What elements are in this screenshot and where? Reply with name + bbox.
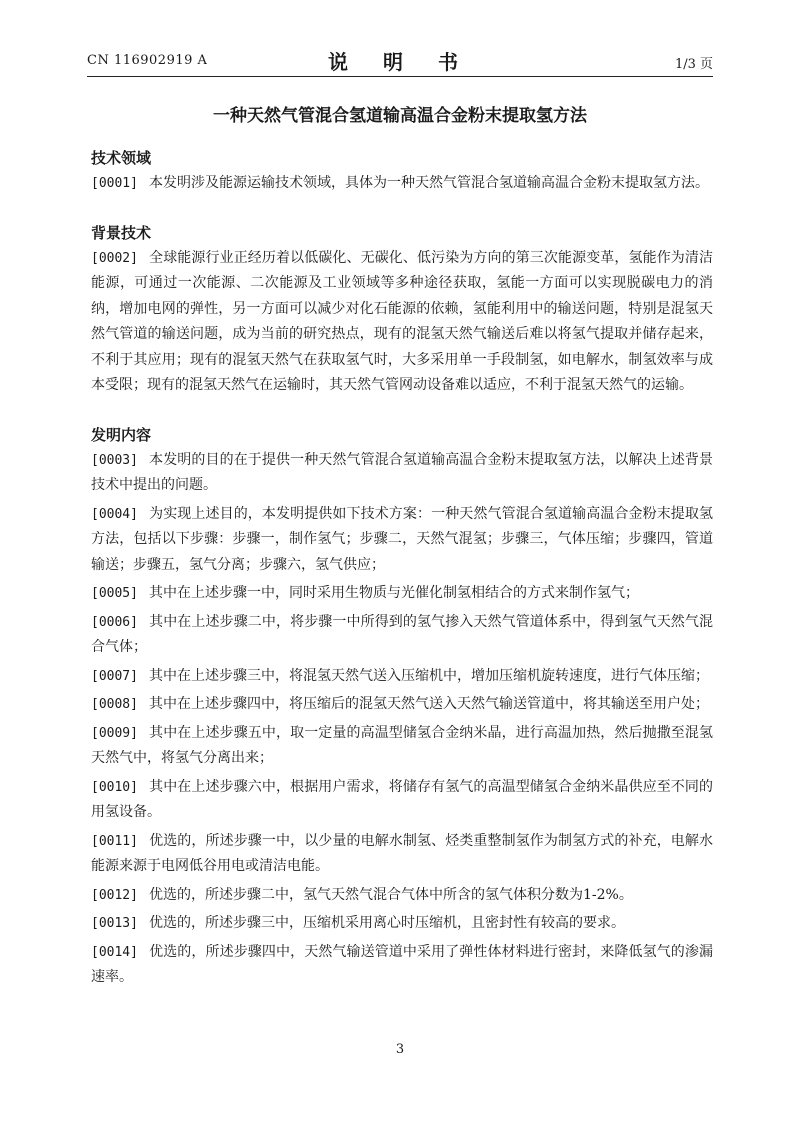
section-technical-field bbox=[91, 147, 713, 197]
paragraph bbox=[91, 581, 713, 607]
paragraph-text: 优选的，所述步骤一中，以少量的电解水制氢、烃类重整制氢作为制氢方式的补充，电解水能源来源于电网低谷用电或清洁电能。 bbox=[91, 832, 713, 874]
paragraph-number: [0002] bbox=[91, 250, 138, 266]
paragraph-number: [0013] bbox=[91, 916, 138, 931]
paragraph-text: 优选的，所述步骤四中，天然气输送管道中采用了弹性体材料进行密封，来降低氢气的渗漏速率。 bbox=[91, 943, 713, 985]
paragraph-text: 本发明涉及能源运输技术领域，具体为一种天然气管混合氢道输高温合金粉末提取氢方法。 bbox=[149, 175, 709, 191]
paragraph bbox=[91, 883, 713, 909]
section-label: 说 明 书 bbox=[328, 50, 472, 74]
paragraph bbox=[91, 829, 713, 880]
paragraph-number: [0008] bbox=[91, 697, 138, 712]
section-heading: 技术领域 bbox=[91, 149, 152, 167]
document-title: 一种天然气管混合氢道输高温合金粉末提取氢方法 bbox=[213, 106, 587, 126]
paragraph-text: 其中在上述步骤三中，将混氢天然气送入压缩机中，增加压缩机旋转速度，进行气体压缩； bbox=[149, 667, 709, 684]
section-invention-content bbox=[91, 424, 713, 991]
paragraph-text: 其中在上述步骤四中，将压缩后的混氢天然气送入天然气输送管道中，将其输送至用户处； bbox=[149, 696, 709, 712]
section-background bbox=[91, 222, 713, 399]
section-heading: 发明内容 bbox=[91, 425, 152, 444]
paragraph bbox=[91, 692, 713, 718]
paragraph-text: 全球能源行业正经历着以低碳化、无碳化、低污染为方向的第三次能源变革，氢能作为清洁能源，可通过一次能源、二次能源及工业领域等多种途径获取，氢能一方面可以实现脱碳电力的消纳，增加电网的弹性，另一方面可以减少对化石能源的依赖，氢能利用中的输送问题，特别是混氢天然气管道的输送问题，成为当前的研究热点，现有的混氢天然气输送后难以将氢气提取并储存起来，不利于其应用；现有的混氢天然气在获取氢气时，大多采用单一手段制氢，如电解水，制氢效率与成本受限；现有的混氢天然气在运输时，其天然气管网动设备难以适应，不利于混氢天然气的运输。 bbox=[91, 249, 713, 393]
document-body bbox=[91, 147, 713, 1016]
paragraph-number: [0001] bbox=[91, 176, 138, 191]
paragraph bbox=[91, 502, 713, 579]
paragraph-number: [0005] bbox=[91, 586, 138, 601]
paragraph bbox=[91, 246, 713, 399]
paragraph bbox=[91, 911, 713, 937]
paragraph-text: 其中在上述步骤二中，将步骤一中所得到的氢气掺入天然气管道体系中，得到氢气天然气混合气体； bbox=[91, 613, 713, 655]
page-indicator: 1/3 页 bbox=[674, 57, 713, 72]
paragraph bbox=[91, 664, 713, 690]
paragraph-text: 其中在上述步骤一中，同时采用生物质与光催化制氢相结合的方式来制作氢气； bbox=[149, 585, 639, 601]
paragraph bbox=[91, 775, 713, 826]
paragraph-number: [0012] bbox=[91, 887, 138, 903]
paragraph-text: 其中在上述步骤五中，取一定量的高温型储氢合金纳米晶，进行高温加热，然后抛撒至混氢天然气中，将氢气分离出来； bbox=[91, 724, 713, 766]
page-header bbox=[87, 50, 713, 77]
paragraph-text: 优选的，所述步骤三中，压缩机采用离心时压缩机，且密封性有较高的要求。 bbox=[149, 915, 625, 931]
paragraph bbox=[91, 171, 713, 197]
paragraph-number: [0011] bbox=[91, 833, 138, 849]
paragraph-number: [0009] bbox=[91, 725, 138, 741]
paragraph bbox=[91, 610, 713, 661]
paragraph-number: [0010] bbox=[91, 779, 138, 795]
paragraph bbox=[91, 721, 713, 772]
paragraph-number: [0007] bbox=[91, 668, 138, 684]
paragraph-number: [0014] bbox=[91, 944, 138, 960]
paragraph-number: [0003] bbox=[91, 452, 138, 468]
page-number: 3 bbox=[395, 1042, 405, 1057]
paragraph bbox=[91, 448, 713, 499]
paragraph-text: 其中在上述步骤六中，根据用户需求，将储存有氢气的高温型储氢合金纳米晶供应至不同的用氢设备。 bbox=[91, 778, 713, 820]
paragraph-number: [0004] bbox=[91, 506, 138, 522]
paragraph-text: 优选的，所述步骤二中，氢气天然气混合气体中所含的氢气体积分数为1-2%。 bbox=[149, 886, 633, 903]
paragraph-text: 为实现上述目的，本发明提供如下技术方案：一种天然气管混合氢道输高温合金粉末提取氢方法，包括以下步骤：步骤一，制作氢气；步骤二，天然气混氢；步骤三，气体压缩；步骤四，管道输送；步骤五，氢气分离；步骤六，氢气供应； bbox=[91, 505, 713, 573]
paragraph bbox=[91, 940, 713, 991]
document-number: CN 116902919 A bbox=[87, 53, 208, 68]
paragraph-number: [0006] bbox=[91, 614, 138, 630]
section-heading: 背景技术 bbox=[91, 223, 152, 242]
paragraph-text: 本发明的目的在于提供一种天然气管混合氢道输高温合金粉末提取氢方法，以解决上述背景技术中提出的问题。 bbox=[91, 451, 713, 493]
